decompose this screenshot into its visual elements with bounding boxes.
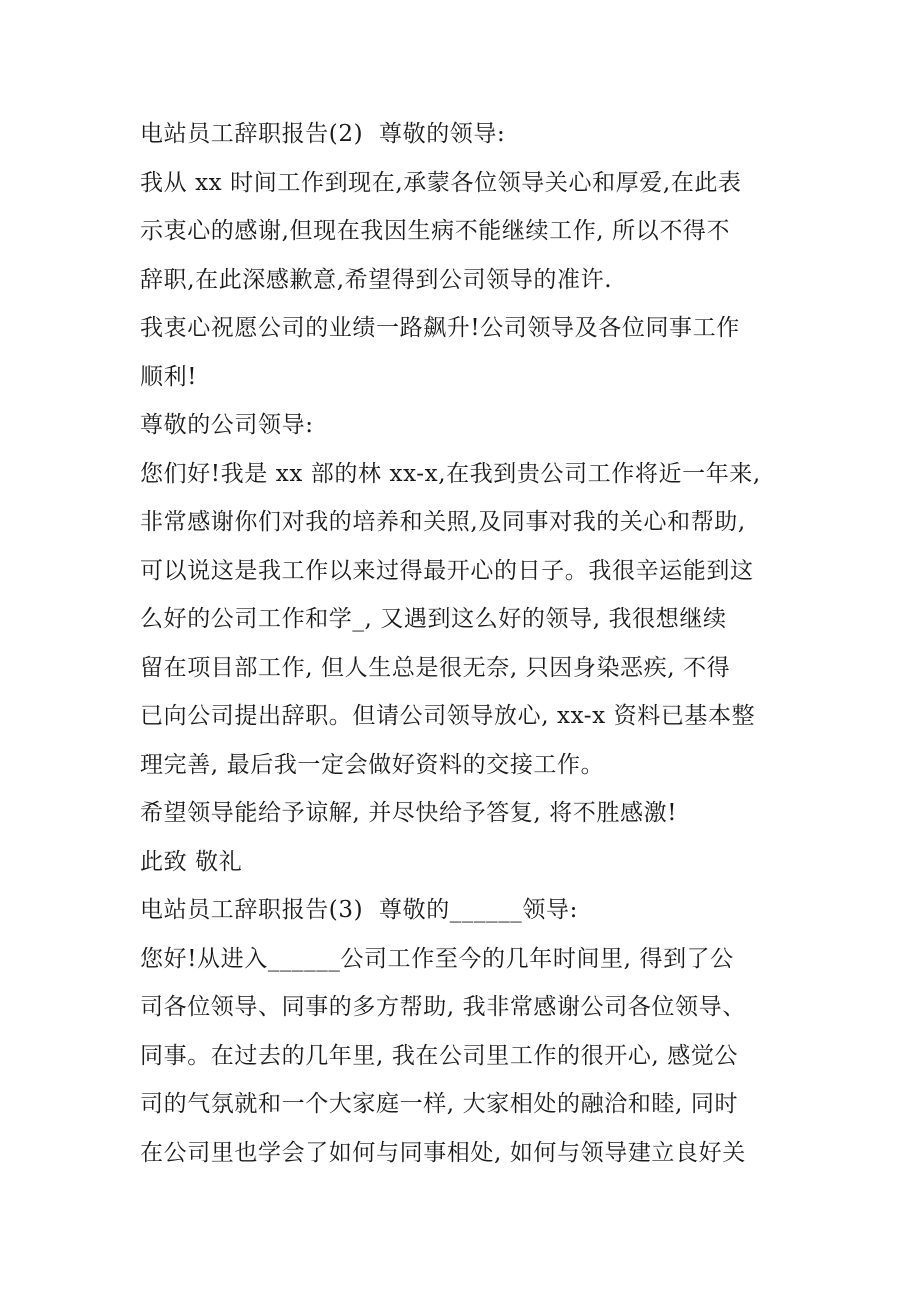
text-line: 我衷心祝愿公司的业绩一路飙升!公司领导及各位同事工作 [140,315,740,341]
text-line: 您们好!我是 xx 部的林 xx-x,在我到贵公司工作将近一年来, [140,460,761,487]
text-line: 此致 敬礼 [140,848,243,875]
text-line: 已向公司提出辞职。但请公司领导放心, xx-x 资料已基本整 [140,703,756,729]
text-line: 么好的公司工作和学_, 又遇到这么好的领导, 我很想继续 [140,606,727,632]
text-line: 在公司里也学会了如何与同事相处, 如何与领导建立良好关 [140,1139,746,1166]
text-line: 尊敬的公司领导: [140,412,314,438]
text-line: 非常感谢你们对我的培养和关照,及同事对我的关心和帮助, [140,509,746,535]
text-line: 可以说这是我工作以来过得最开心的日子。我很辛运能到这 [140,557,754,584]
text-line: 电站员工辞职报告(2) 尊敬的领导: [140,121,506,147]
text-line: 您好!从进入______公司工作至今的几年时间里, 得到了公 [140,945,734,972]
text-line: 司的气氛就和一个大家庭一样, 大家相处的融洽和睦, 同时 [140,1091,739,1117]
text-line: 司各位领导、同事的多方帮助, 我非常感谢公司各位领导、 [140,994,746,1020]
text-line: 我从 xx 时间工作到现在,承蒙各位领导关心和厚爱,在此表 [140,169,742,196]
text-line: 希望领导能给予谅解, 并尽快给予答复, 将不胜感激! [140,800,678,826]
text-line: 顺利! [140,363,198,390]
text-line: 示衷心的感谢,但现在我因生病不能继续工作, 所以不得不 [140,218,731,244]
text-line: 同事。在过去的几年里, 我在公司里工作的很开心, 感觉公 [140,1042,739,1069]
document-body [140,110,800,1177]
text-line: 留在项目部工作, 但人生总是很无奈, 只因身染恶疾, 不得 [140,654,731,681]
text-line: 辞职,在此深感歉意,希望得到公司领导的准许. [140,266,613,293]
text-line: 理完善, 最后我一定会做好资料的交接工作。 [140,751,605,778]
text-line: 电站员工辞职报告(3) 尊敬的______领导: [140,897,578,923]
